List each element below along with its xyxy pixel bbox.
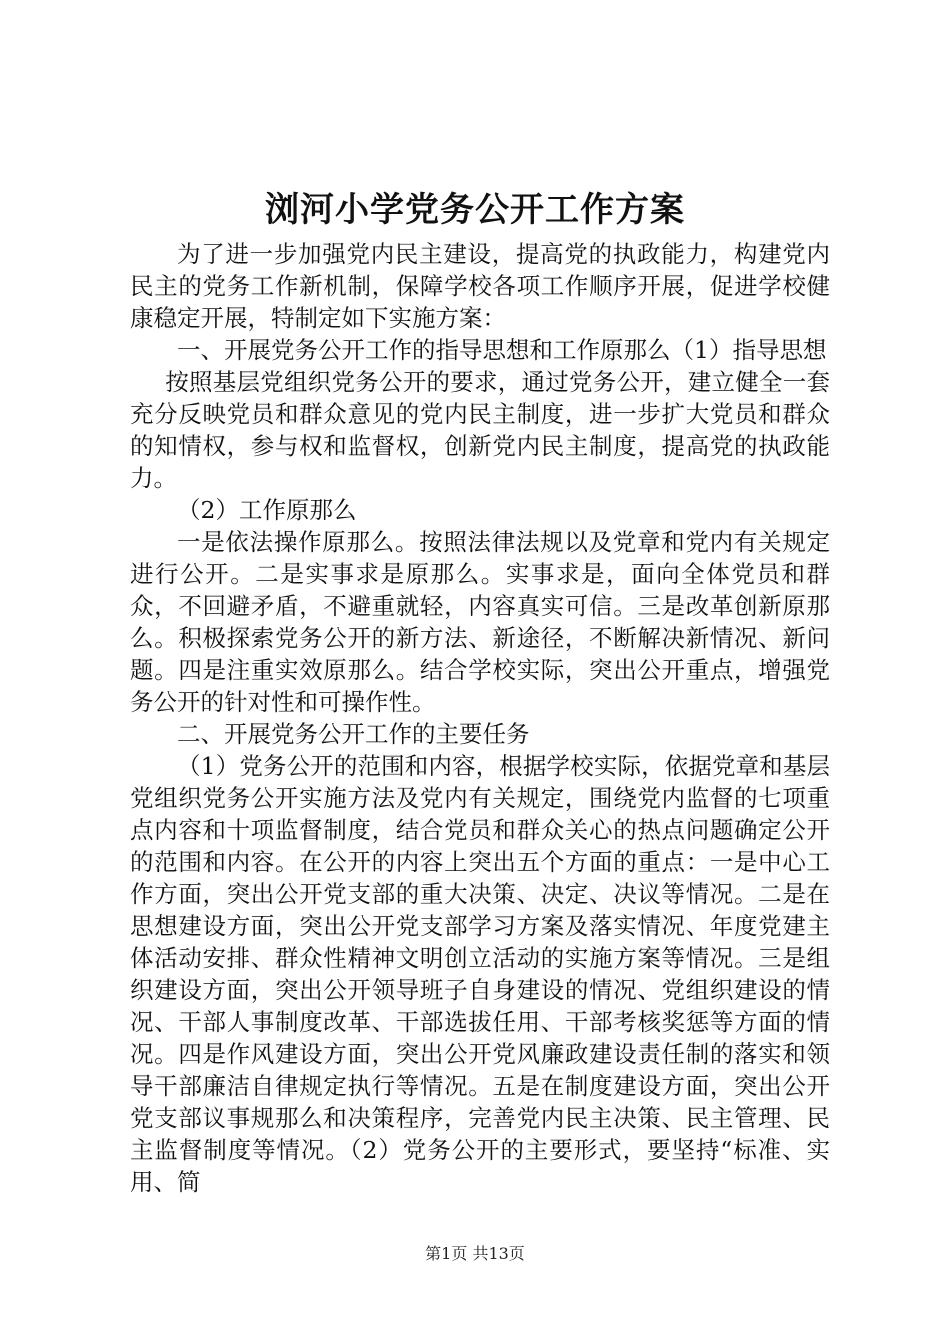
- paragraph-work-principles: 一是依法操作原那么。按照法律法规以及党章和党内有关规定进行公开。二是实事求是原那么。实事求是，面向全体党员和群众，不回避矛盾，不避重就轻，内容真实可信。三是改革创新原那么。积极探索党务公开的新方法、新途径，不断解决新情况、新问题。四是注重实效原那么。结合学校实际，突出公开重点，增强党务公开的针对性和可操作性。: [130, 528, 830, 716]
- paragraph-guiding-ideology: 按照基层党组织党务公开的要求，通过党务公开，建立健全一套充分反映党员和群众意见的党内民主制度，进一步扩大党员和群众的知情权，参与权和监督权，创新党内民主制度，提高党的执政能力。: [130, 368, 830, 492]
- document-title: 浏河小学党务公开工作方案: [265, 190, 685, 230]
- document-body: [130, 238, 830, 1198]
- page-number-footer: 第1页 共13页: [425, 1244, 525, 1263]
- paragraph-work-principles-heading: （2）工作原那么: [177, 496, 357, 524]
- paragraph-section-1-heading: 一、开展党务公开工作的指导思想和工作原那么（1）指导思想: [177, 336, 827, 364]
- paragraph-intro: 为了进一步加强党内民主建设，提高党的执政能力，构建党内民主的党务工作新机制，保障学校各项工作顺序开展，促进学校健康稳定开展，特制定如下实施方案：: [130, 240, 830, 332]
- paragraph-main-tasks: （1）党务公开的范围和内容，根据学校实际，依据党章和基层党组织党务公开实施方法及党内有关规定，围绕党内监督的七项重点内容和十项监督制度，结合党员和群众关心的热点问题确定公开的范围和内容。在公开的内容上突出五个方面的重点：一是中心工作方面，突出公开党支部的重大决策、决定、决议等情况。二是在思想建设方面，突出公开党支部学习方案及落实情况、年度党建主体活动安排、群众性精神文明创立活动的实施方案等情况。三是组织建设方面，突出公开领导班子自身建设的情况、党组织建设的情况、干部人事制度改革、干部选拔任用、干部考核奖惩等方面的情况。四是作风建设方面，突出公开党风廉政建设责任制的落实和领导干部廉洁自律规定执行等情况。五是在制度建设方面，突出公开党支部议事规那么和决策程序，完善党内民主决策、民主管理、民主监督制度等情况。（2）党务公开的主要形式，要坚持“标准、实用、简: [130, 752, 830, 1196]
- paragraph-section-2-heading: 二、开展党务公开工作的主要任务: [177, 720, 530, 748]
